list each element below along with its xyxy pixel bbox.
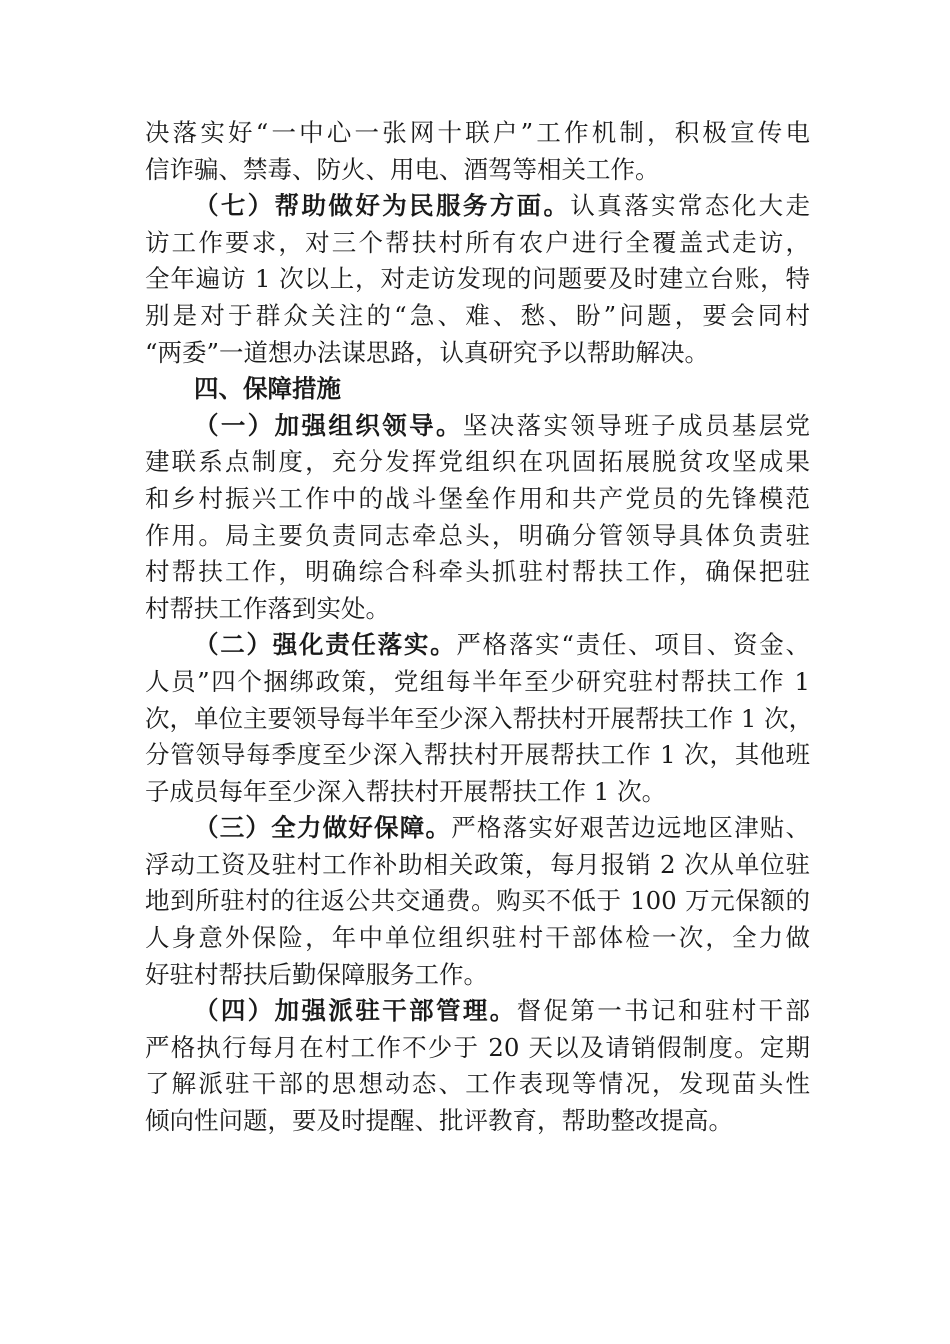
text-line: 作用。局主要负责同志牵总头，明确分管领导具体负责驻 <box>145 520 810 550</box>
text-line: 地到所驻村的往返公共交通费。购买不低于 100 万元保额的 <box>145 886 810 916</box>
text-line: 分管领导每季度至少深入帮扶村开展帮扶工作 1 次，其他班 <box>145 740 810 770</box>
text-line: “两委”一道想办法谋思路，认真研究予以帮助解决。 <box>145 337 710 367</box>
text-line: 访工作要求，对三个帮扶村所有农户进行全覆盖式走访， <box>145 227 810 257</box>
text-line: 严格执行每月在村工作不少于 20 天以及请销假制度。定期 <box>145 1032 810 1062</box>
text-line: 全年遍访 1 次以上，对走访发现的问题要及时建立台账，特 <box>145 264 810 294</box>
text-line: 村帮扶工作落到实处。 <box>145 593 390 623</box>
text-line: 决落实好“一中心一张网十联户”工作机制，积极宣传电 <box>145 118 810 147</box>
document-page <box>145 115 814 1140</box>
measure-1-paragraph <box>145 408 810 628</box>
text-line: 和乡村振兴工作中的战斗堡垒作用和共产党员的先锋模范 <box>145 483 810 513</box>
text-line: 信诈骗、禁毒、防火、用电、酒驾等相关工作。 <box>145 154 660 184</box>
text-line: 好驻村帮扶后勤保障服务工作。 <box>145 959 488 989</box>
section-7-lead: （七）帮助做好为民服务方面。 <box>194 191 571 221</box>
text-line: 倾向性问题，要及时提醒、批评教育，帮助整改提高。 <box>145 1106 733 1136</box>
text-line: 村帮扶工作，明确综合科牵头抓驻村帮扶工作，确保把驻 <box>145 557 810 587</box>
section-7-paragraph <box>145 188 810 371</box>
section-heading-4: 四、保障措施 <box>194 374 341 404</box>
text-line <box>145 188 810 225</box>
measure-3-lead: （三）全力做好保障。 <box>194 813 452 843</box>
intro-paragraph <box>145 115 810 188</box>
measure-3-paragraph <box>145 810 810 993</box>
text-line: 子成员每年至少深入帮扶村开展帮扶工作 1 次。 <box>145 776 667 806</box>
section-7-first-line: 认真落实常态化大走 <box>570 191 811 221</box>
measure-2-lead: （二）强化责任落实。 <box>194 630 457 660</box>
text-line: 人身意外保险，年中单位组织驻村干部体检一次，全力做 <box>145 923 810 953</box>
measure-4-paragraph <box>145 993 810 1139</box>
text-line: 次，单位主要领导每半年至少深入帮扶村开展帮扶工作 1 次， <box>145 703 814 733</box>
measure-4-lead: （四）加强派驻干部管理。 <box>194 996 517 1026</box>
text-line: 了解派驻干部的思想动态、工作表现等情况，发现苗头性 <box>145 1069 810 1099</box>
measure-2-paragraph <box>145 627 814 810</box>
measure-1-lead: （一）加强组织领导。 <box>194 410 463 440</box>
text-line <box>145 810 810 847</box>
measure-3-first-line: 严格落实好艰苦边远地区津贴、 <box>451 813 811 843</box>
text-line: 别是对于群众关注的“急、难、愁、盼”问题，要会同村 <box>145 300 810 330</box>
measure-4-first-line: 督促第一书记和驻村干部 <box>516 996 811 1026</box>
measure-1-first-line: 坚决落实领导班子成员基层党 <box>462 410 811 440</box>
text-line: 人员”四个捆绑政策，党组每半年至少研究驻村帮扶工作 1 <box>145 666 810 696</box>
text-line: 浮动工资及驻村工作补助相关政策，每月报销 2 次从单位驻 <box>145 849 810 879</box>
measure-2-first-line: 严格落实“责任、项目、资金、 <box>456 630 811 660</box>
text-line <box>145 993 810 1030</box>
text-line <box>145 408 810 445</box>
text-line <box>145 627 810 664</box>
text-line: 建联系点制度，充分发挥党组织在巩固拓展脱贫攻坚成果 <box>145 447 810 477</box>
